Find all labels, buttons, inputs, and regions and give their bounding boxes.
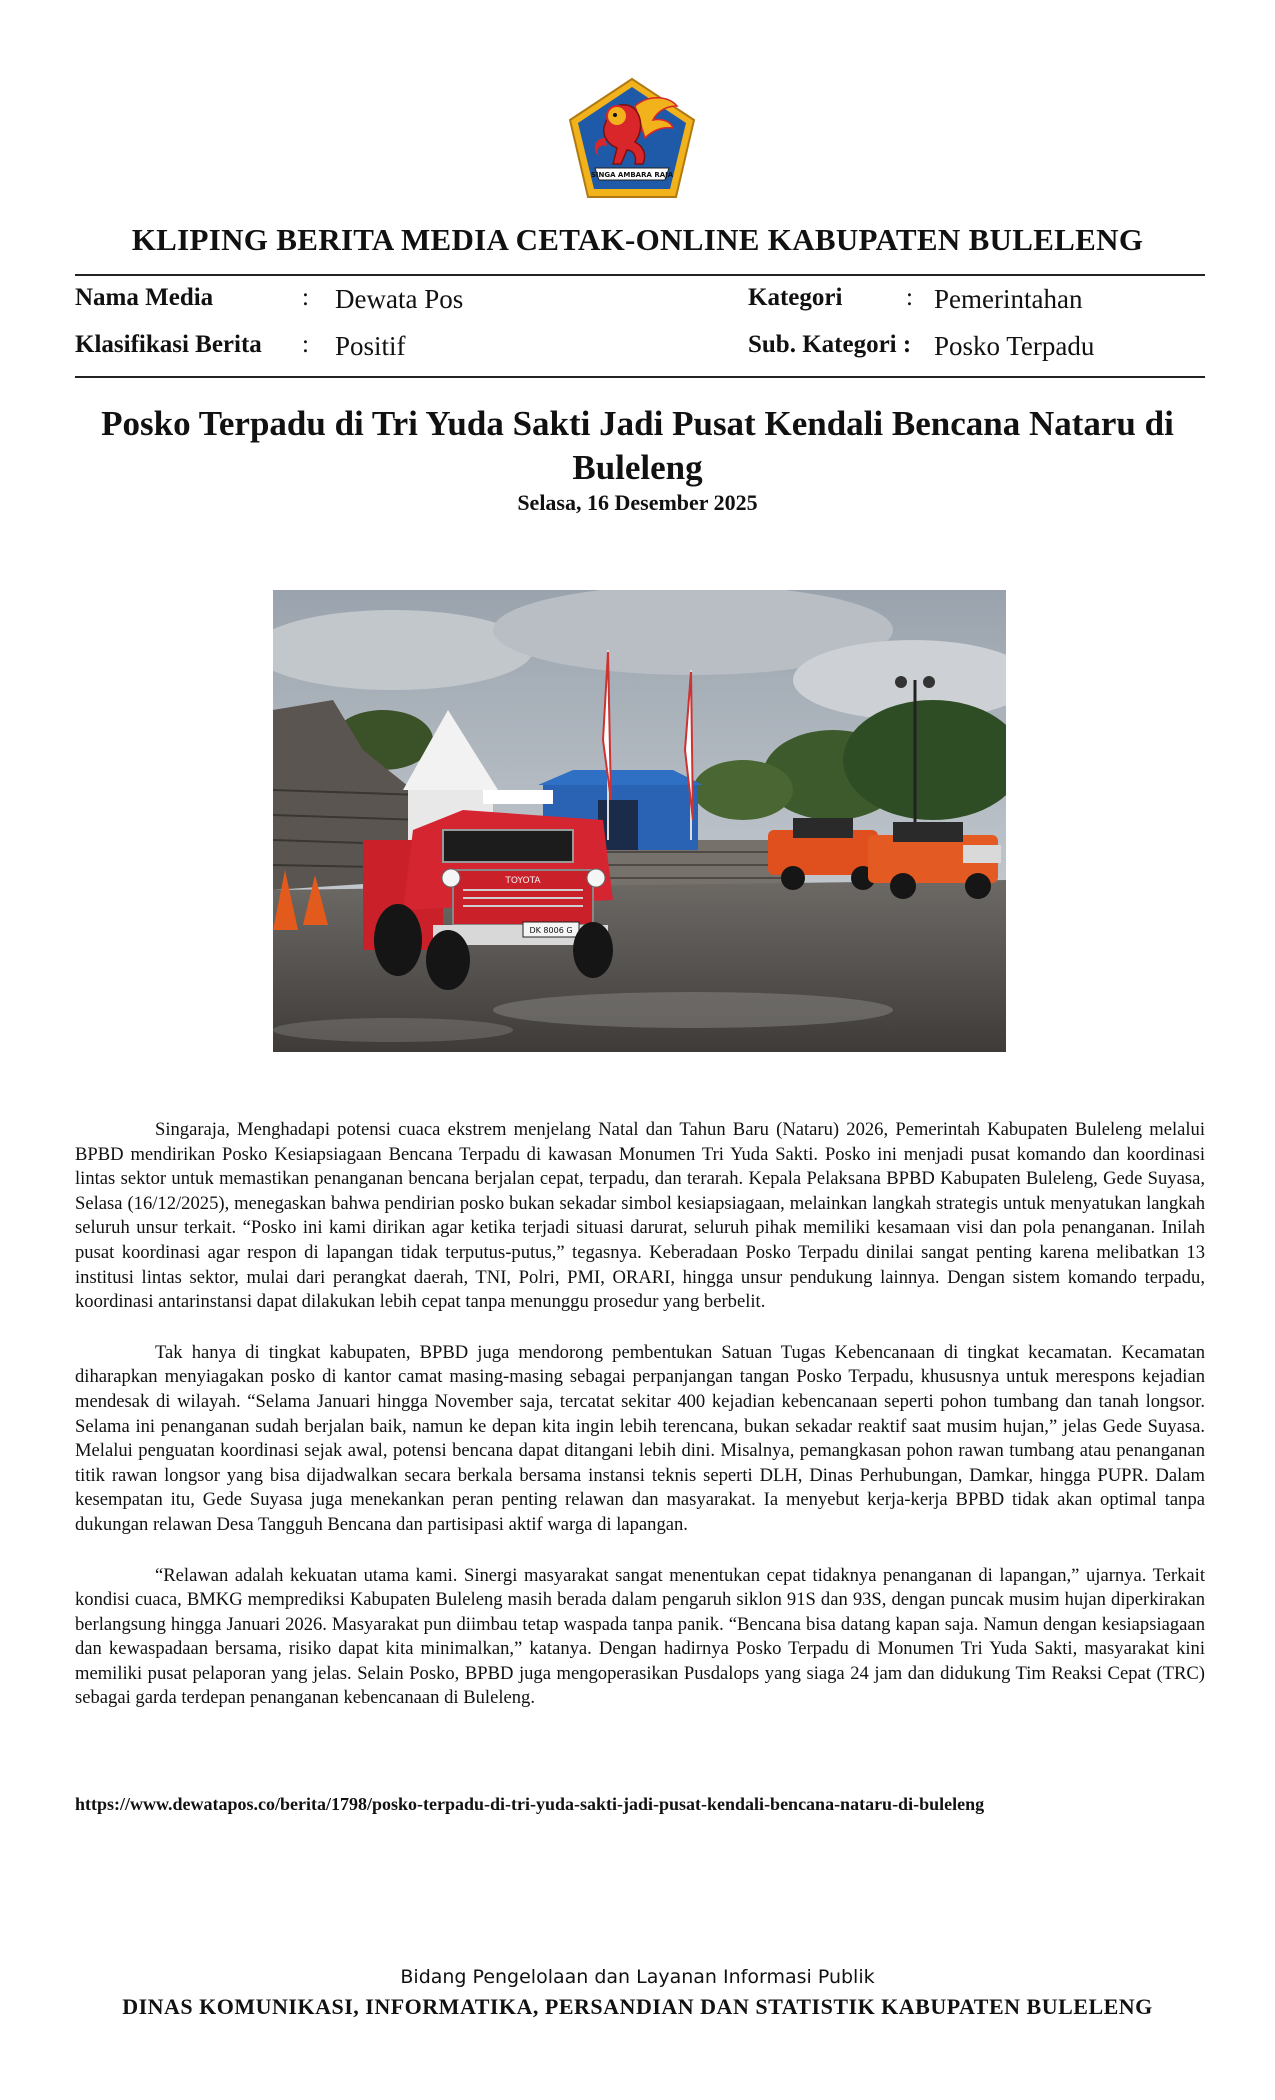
- truck-brand-label: TOYOTA: [505, 876, 541, 886]
- article-date: Selasa, 16 Desember 2025: [517, 490, 758, 515]
- header-bottom-rule: [75, 376, 1205, 378]
- kategori-colon: :: [906, 284, 913, 311]
- sub-kategori-label: Sub. Kategori :: [748, 331, 912, 358]
- kategori-label: Kategori: [748, 284, 843, 311]
- nama-media-colon: :: [302, 284, 309, 311]
- nama-media-value: Dewata Pos: [335, 284, 464, 314]
- source-url: https://www.dewatapos.co/berita/1798/posko-terpadu-di-tri-yuda-sakti-jadi-pusat-kendali-bencana-nataru-di-buleleng: [75, 1794, 985, 1814]
- footer-subtitle: Bidang Pengelolaan dan Layanan Informasi Publik: [400, 1966, 875, 1988]
- sub-kategori-value: Posko Terpadu: [934, 331, 1095, 361]
- disaster-post-photo: [273, 590, 1006, 1052]
- article-title: Posko Terpadu di Tri Yuda Sakti Jadi Pusat Kendali Bencana Nataru di Buleleng: [101, 404, 1174, 487]
- meta-row-1: [0, 284, 1275, 320]
- article-photo: [273, 590, 1006, 1052]
- nama-media-label: Nama Media: [75, 284, 214, 311]
- article-paragraph: Tak hanya di tingkat kabupaten, BPBD juga mendorong pembentukan Satuan Tugas Kebencanaan di tingkat kecamatan. Kecamatan diharapkan menyiagakan posko di kantor camat masing-masing sebagai perpanjangan tangan Posko Terpadu, khususnya untuk merespons kejadian mendesak di wilayah. “Selama Januari hingga November saja, tercatat sekitar 400 kejadian kebencanaan seperti pohon tumbang dan tanah longsor. Selama ini penanganan sudah berjalan baik, namun ke depan kita ingin lebih terencana, bukan sekadar reaktif saat musim hujan,” jelas Gede Suyasa. Melalui penguatan koordinasi sejak awal, potensi bencana dapat ditangani lebih dini. Misalnya, pemangkasan pohon rawan tumbang atau penanganan titik rawan longsor yang bisa dijadwalkan secara berkala bersama instansi teknis seperti DLH, Dinas Perhubungan, Damkar, hingga PUPR. Dalam kesempatan itu, Gede Suyasa juga menekankan peran penting relawan dan masyarakat. Ia menyebut kerja-kerja BPBD tidak akan optimal tanpa dukungan relawan Desa Tangguh Bencana dan partisipasi aktif warga di lapangan.: [75, 1341, 1205, 1535]
- clipping-header-title: KLIPING BERITA MEDIA CETAK-ONLINE KABUPATEN BULELENG: [131, 222, 1144, 257]
- coat-of-arms-logo: [565, 76, 699, 200]
- meta-row-2: [0, 331, 1275, 367]
- klasifikasi-colon: :: [302, 331, 309, 358]
- article-body: [75, 1118, 1205, 1737]
- coat-of-arms-icon: [565, 76, 699, 200]
- klasifikasi-label: Klasifikasi Berita: [75, 331, 262, 358]
- footer-agency: DINAS KOMUNIKASI, INFORMATIKA, PERSANDIAN DAN STATISTIK KABUPATEN BULELENG: [122, 1994, 1153, 2019]
- article-paragraph: “Relawan adalah kekuatan utama kami. Sinergi masyarakat sangat menentukan cepat tidaknya penanganan di lapangan,” ujarnya. Terkait kondisi cuaca, BMKG memprediksi Kabupaten Buleleng masih berada dalam pengaruh siklon 91S dan 93S, dengan puncak musim hujan diperkirakan berlangsung hingga Januari 2026. Masyarakat pun diimbau tetap waspada tanpa panik. “Bencana bisa datang kapan saja. Namun dengan kesiapsiagaan dan kewaspadaan bersama, risiko dapat kita minimalkan,” katanya. Dengan hadirnya Posko Terpadu di Monumen Tri Yuda Sakti, masyarakat kini memiliki pusat pelaporan yang jelas. Selain Posko, BPBD juga mengoperasikan Pusdalops yang siaga 24 jam dan didukung Tim Reaksi Cepat (TRC) sebagai garda terdepan penanganan kebencanaan di Buleleng.: [75, 1564, 1205, 1709]
- klasifikasi-value: Positif: [335, 331, 406, 361]
- truck-plate: DK 8006 G: [529, 926, 573, 935]
- article-paragraph: Singaraja, Menghadapi potensi cuaca ekstrem menjelang Natal dan Tahun Baru (Nataru) 2026, Pemerintah Kabupaten Buleleng melalui BPBD mendirikan Posko Kesiapsiagaan Bencana Terpadu di kawasan Monumen Tri Yuda Sakti. Posko ini menjadi pusat komando dan koordinasi lintas sektor untuk memastikan penanganan bencana berjalan cepat, terpadu, dan terarah. Kepala Pelaksana BPBD Kabupaten Buleleng, Gede Suyasa, Selasa (16/12/2025), menegaskan bahwa pendirian posko bukan sekadar simbol kesiapsiagaan, melainkan langkah strategis untuk menyatukan langkah seluruh unsur terkait. “Posko ini kami dirikan agar ketika terjadi situasi darurat, seluruh pihak memiliki kesamaan visi dan pola penanganan. Inilah pusat koordinasi agar respon di lapangan tidak terputus-putus,” tegasnya. Keberadaan Posko Terpadu dinilai sangat penting karena melibatkan 13 institusi lintas sektor, mulai dari perangkat daerah, TNI, Polri, PMI, ORARI, hingga unsur pendukung lainnya. Dengan sistem komando terpadu, koordinasi antarinstansi dapat dilakukan lebih cepat tanpa menunggu prosedur yang berbelit.: [75, 1119, 1205, 1313]
- logo-motto: SINGA AMBARA RAJA: [590, 171, 674, 179]
- kategori-value: Pemerintahan: [934, 284, 1083, 314]
- header-top-rule: [75, 274, 1205, 276]
